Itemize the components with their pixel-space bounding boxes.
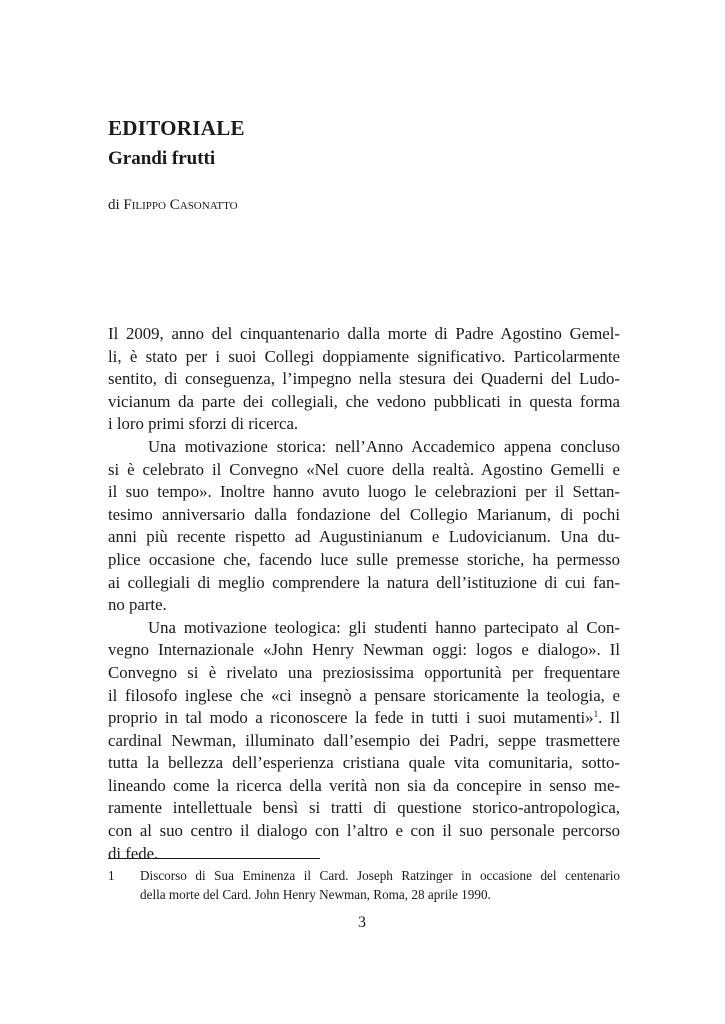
footnote-separator [108, 858, 320, 859]
text-line: vicianum da parte dei collegiali, che vedono pubblicati in questa forma [108, 391, 620, 411]
text-line: Una motivazione teologica: gli studenti hanno partecipato al Con- [148, 617, 620, 637]
text-line: di fede. [108, 843, 159, 863]
text-line: Il 2009, anno del cinquantenario dalla morte di Padre Agostino Gemel- [108, 324, 620, 343]
article-body [108, 323, 620, 865]
text-line: lineando come la ricerca della verità non sia da concepire in senso me- [108, 775, 620, 795]
text-line: anni più recente rispetto ad Augustinianum e Ludovicianum. Una du- [108, 527, 620, 547]
byline-prefix: di [108, 197, 120, 213]
text-line-with-footnote [108, 707, 620, 730]
text-line: tutta la bellezza dell’esperienza cristiana quale vita comunitaria, sotto- [108, 753, 620, 773]
text-line: con al suo centro il dialogo con l’altro e con il suo personale percorso [108, 821, 620, 841]
text-line: cardinal Newman, illuminato dall’esempio dei Padri, seppe trasmettere [108, 730, 620, 750]
text-line: il suo tempo». Inoltre hanno avuto luogo le celebrazioni per il Settan- [108, 482, 620, 502]
text-line: vegno Internazionale «John Henry Newman oggi: logos e dialogo». Il [108, 640, 620, 660]
section-title: EDITORIALE [108, 116, 245, 140]
text-line: ai collegiali di meglio comprendere la natura dell’istituzione di cui fan- [108, 572, 620, 592]
text-segment: proprio in tal modo a riconoscere la fede in tutti i suoi mutamenti» [108, 708, 594, 728]
text-segment: . Il [598, 708, 620, 728]
text-line: si è celebrato il Convegno «Nel cuore della realtà. Agostino Gemelli e [108, 459, 620, 479]
footnote-reference: 1 [593, 709, 599, 720]
text-line: li, è stato per i suoi Collegi doppiamente significativo. Particolarmente [108, 346, 620, 366]
footnote-line: Discorso di Sua Eminenza il Card. Joseph Ratzinger in occasione del centenario [140, 868, 620, 883]
text-line: sentito, di conseguenza, l’impegno nella stesura dei Quaderni del Ludo- [108, 369, 620, 389]
byline [108, 197, 238, 214]
author-name: Filippo Casonatto [123, 197, 238, 213]
footnote-text [140, 866, 620, 904]
footnote-number: 1 [108, 868, 115, 883]
footnote-line: della morte del Card. John Henry Newman, Roma, 28 aprile 1990. [140, 887, 491, 902]
text-line: i loro primi sforzi di ricerca. [108, 414, 299, 434]
text-line: il filosofo inglese che «ci insegnò a pensare storicamente la teologia, e [108, 685, 620, 705]
text-line: plice occasione che, facendo luce sulle premesse storiche, ha permesso [108, 549, 620, 569]
page-number: 3 [358, 914, 366, 931]
text-line: no parte. [108, 595, 167, 615]
text-line: ramente intellettuale bensì si tratti di questione storico-antropologica, [108, 798, 620, 818]
text-line: Una motivazione storica: nell’Anno Accademico appena concluso [148, 436, 620, 456]
article-title: Grandi frutti [108, 148, 216, 169]
text-line: tesimo anniversario dalla fondazione del Collegio Marianum, di pochi [108, 504, 620, 524]
text-line: Convegno si è rivelato una preziosissima opportunità per frequentare [108, 662, 620, 682]
